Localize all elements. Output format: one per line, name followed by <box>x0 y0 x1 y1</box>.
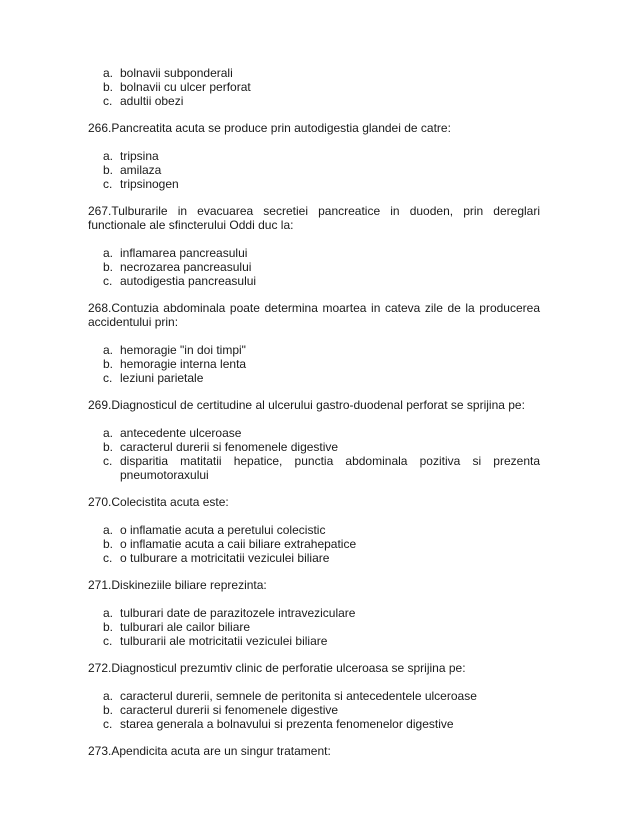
question-body: Contuzia abdominala poate determina moartea in cateva zile de la producerea accidentului prin: <box>88 301 540 329</box>
option-text: tulburari ale cailor biliare <box>120 620 251 634</box>
question-text <box>88 301 540 329</box>
option-letter: a. <box>103 689 114 703</box>
option-text: caracterul durerii, semnele de peritonita si antecedentele ulceroase <box>120 689 477 703</box>
option-item <box>88 260 540 274</box>
option-letter: c. <box>103 454 113 468</box>
option-text: bolnavii cu ulcer perforat <box>120 80 251 94</box>
option-text: inflamarea pancreasului <box>120 246 248 260</box>
option-list <box>88 606 540 648</box>
question-number: 273. <box>88 744 112 758</box>
option-text: o inflamatie acuta a peretului colecistic <box>120 523 326 537</box>
question-body: Diagnosticul de certitudine al ulcerului gastro-duodenal perforat se sprijina pe: <box>111 398 525 412</box>
question-text <box>88 204 540 232</box>
option-letter: a. <box>103 149 114 163</box>
question-body: Diagnosticul prezumtiv clinic de perforatie ulceroasa se sprijina pe: <box>111 661 466 675</box>
option-item <box>88 371 540 385</box>
option-text: bolnavii subponderali <box>120 66 233 80</box>
option-text: tripsinogen <box>120 177 179 191</box>
question-number: 267. <box>88 204 112 218</box>
question-body: Diskineziile biliare reprezinta: <box>111 578 267 592</box>
option-letter: a. <box>103 426 114 440</box>
option-list <box>88 246 540 288</box>
option-text: disparitia matitatii hepatice, punctia abdominala pozitiva si prezenta pneumotoraxului <box>120 454 540 482</box>
option-text: caracterul durerii si fenomenele digestive <box>120 440 339 454</box>
option-letter: a. <box>103 66 114 80</box>
option-item <box>88 537 540 551</box>
option-letter: c. <box>103 551 113 565</box>
option-letter: b. <box>103 260 114 274</box>
option-item <box>88 551 540 565</box>
option-text: tripsina <box>120 149 159 163</box>
option-item <box>88 634 540 648</box>
option-list <box>88 689 540 731</box>
question-number: 272. <box>88 661 112 675</box>
question-number: 266. <box>88 121 112 135</box>
option-text: amilaza <box>120 163 162 177</box>
option-item <box>88 440 540 454</box>
option-letter: b. <box>103 440 114 454</box>
option-item <box>88 246 540 260</box>
option-letter: b. <box>103 537 114 551</box>
option-letter: a. <box>103 606 114 620</box>
option-item <box>88 149 540 163</box>
option-text: necrozarea pancreasului <box>120 260 252 274</box>
option-text: hemoragie "in doi timpi" <box>120 343 246 357</box>
question-text <box>88 744 540 758</box>
option-item <box>88 343 540 357</box>
option-letter: a. <box>103 343 114 357</box>
option-letter: a. <box>103 523 114 537</box>
option-letter: b. <box>103 357 114 371</box>
question-number: 269. <box>88 398 112 412</box>
option-text: adultii obezi <box>120 94 184 108</box>
option-text: autodigestia pancreasului <box>120 274 257 288</box>
question-body: Colecistita acuta este: <box>111 495 229 509</box>
question-number: 271. <box>88 578 112 592</box>
option-item <box>88 689 540 703</box>
option-item <box>88 357 540 371</box>
question-text <box>88 661 540 675</box>
option-letter: b. <box>103 620 114 634</box>
option-text: starea generala a bolnavului si prezenta fenomenelor digestive <box>120 717 454 731</box>
option-letter: c. <box>103 177 113 191</box>
option-letter: a. <box>103 246 114 260</box>
option-text: tulburarii ale motricitatii veziculei biliare <box>120 634 328 648</box>
option-letter: b. <box>103 163 114 177</box>
option-item <box>88 454 540 482</box>
option-letter: c. <box>103 274 113 288</box>
question-number: 270. <box>88 495 112 509</box>
option-text: caracterul durerii si fenomenele digestive <box>120 703 339 717</box>
option-text: antecedente ulceroase <box>120 426 242 440</box>
option-letter: c. <box>103 371 113 385</box>
option-letter: b. <box>103 80 114 94</box>
option-text: hemoragie interna lenta <box>120 357 247 371</box>
option-item <box>88 426 540 440</box>
option-item <box>88 163 540 177</box>
option-text: o tulburare a motricitatii veziculei biliare <box>120 551 330 565</box>
option-letter: c. <box>103 94 113 108</box>
option-item <box>88 274 540 288</box>
question-text <box>88 578 540 592</box>
question-body: Apendicita acuta are un singur tratament: <box>111 744 331 758</box>
option-item <box>88 620 540 634</box>
question-text <box>88 121 540 135</box>
option-list <box>88 343 540 385</box>
option-letter: b. <box>103 703 114 717</box>
question-text <box>88 398 540 412</box>
option-item <box>88 177 540 191</box>
option-list <box>88 426 540 482</box>
option-item <box>88 94 540 108</box>
option-text: o inflamatie acuta a caii biliare extrahepatice <box>120 537 357 551</box>
option-list <box>88 149 540 191</box>
question-text <box>88 495 540 509</box>
option-list <box>88 66 540 108</box>
option-item <box>88 606 540 620</box>
option-text: leziuni parietale <box>120 371 204 385</box>
question-body: Pancreatita acuta se produce prin autodigestia glandei de catre: <box>111 121 451 135</box>
option-letter: c. <box>103 634 113 648</box>
option-item <box>88 523 540 537</box>
option-text: tulburari date de parazitozele intraveziculare <box>120 606 356 620</box>
option-item <box>88 717 540 731</box>
option-item <box>88 66 540 80</box>
question-body: Tulburarile in evacuarea secretiei pancreatice in duoden, prin dereglari functionale ale sfincterului Oddi duc la: <box>88 204 540 232</box>
option-list <box>88 523 540 565</box>
question-number: 268. <box>88 301 112 315</box>
option-letter: c. <box>103 717 113 731</box>
option-item <box>88 703 540 717</box>
option-item <box>88 80 540 94</box>
